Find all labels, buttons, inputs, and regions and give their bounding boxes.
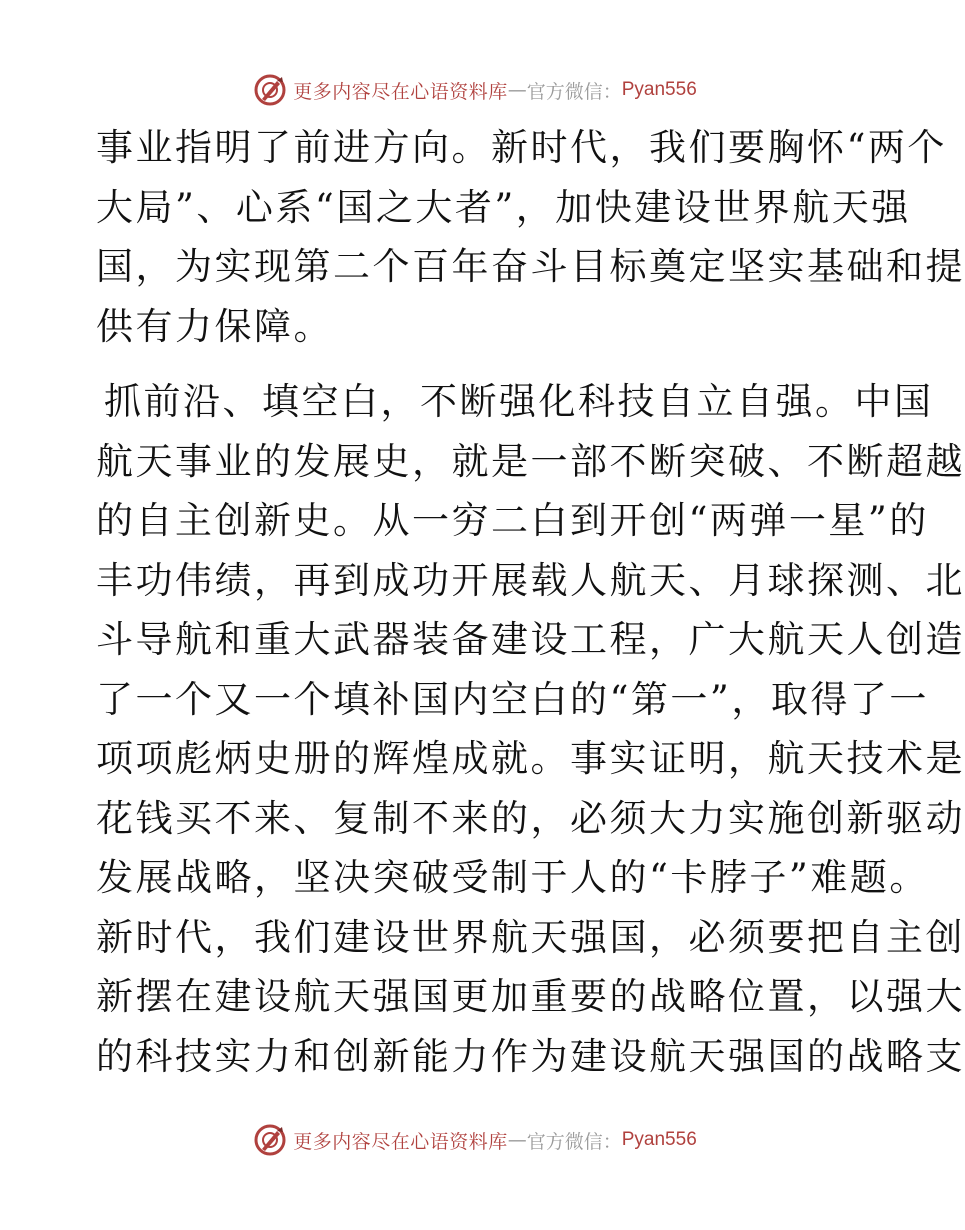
paragraph xyxy=(96,372,965,1086)
text-line: 事业指明了前进方向。新时代，我们要胸怀“两个 xyxy=(96,126,947,169)
text-line: 的科技实力和创新能力作为建设航天强国的战略支 xyxy=(96,1034,965,1078)
text-line: 国，为实现第二个百年奋斗目标奠定坚实基础和提 xyxy=(96,245,965,288)
text-line: 新时代，我们建设世界航天强国，必须要把自主创 xyxy=(96,915,965,959)
text-line: 供有力保障。 xyxy=(96,304,333,348)
text-line: 了一个又一个填补国内空白的“第一”，取得了一 xyxy=(96,677,929,721)
text-line: 项项彪炳史册的辉煌成就。事实证明，航天技术是 xyxy=(96,737,965,780)
text-line: 花钱买不来、复制不来的，必须大力实施创新驱动 xyxy=(96,796,965,840)
document-body xyxy=(96,118,965,1086)
banner-wechat-label: 官方微信： xyxy=(526,1130,622,1153)
text-line: 发展战略，坚决突破受制于人的“卡脖子”难题。 xyxy=(96,856,929,899)
banner-wechat-account: Pyan556 xyxy=(621,1129,697,1150)
banner-wechat-account: Pyan556 xyxy=(621,79,697,100)
banner-separator: — xyxy=(507,79,527,101)
paragraph-gap xyxy=(96,356,856,372)
banner-slogan: 更多内容尽在心语资料库 xyxy=(293,80,508,103)
text-line: 斗导航和重大武器装备建设工程，广大航天人创造 xyxy=(96,618,965,661)
brand-logo-icon xyxy=(253,73,287,107)
banner-slogan: 更多内容尽在心语资料库 xyxy=(293,1130,508,1153)
footer-banner xyxy=(0,1120,950,1160)
paragraph xyxy=(96,118,965,356)
banner-wechat-label: 官方微信： xyxy=(526,80,622,103)
text-line: 的自主创新史。从一穷二白到开创“两弹一星”的 xyxy=(96,499,929,542)
text-line: 抓前沿、填空白，不断强化科技自立自强。中国 xyxy=(104,380,934,423)
text-line: 航天事业的发展史，就是一部不断突破、不断超越 xyxy=(96,439,965,483)
text-line: 大局”、心系“国之大者”，加快建设世界航天强 xyxy=(96,185,911,229)
text-line: 新摆在建设航天强国更加重要的战略位置，以强大 xyxy=(96,975,965,1018)
text-line: 丰功伟绩，再到成功开展载人航天、月球探测、北 xyxy=(96,558,965,602)
header-banner xyxy=(0,70,950,110)
banner-separator: — xyxy=(507,1129,527,1151)
brand-logo-icon xyxy=(253,1123,287,1157)
